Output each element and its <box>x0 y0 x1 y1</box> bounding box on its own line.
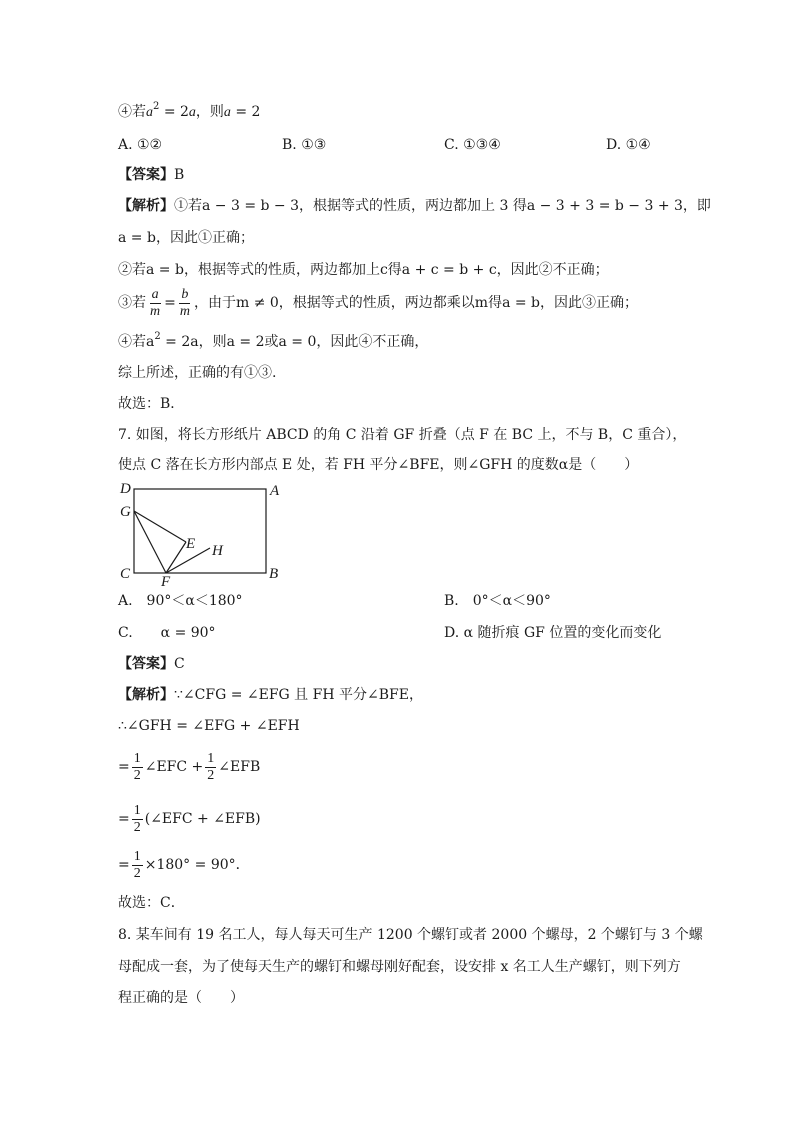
label-h: H <box>212 543 223 559</box>
analysis-text: ④若a <box>118 334 155 350</box>
analysis-label: 【解析】 <box>118 198 174 214</box>
q6-item4-eq: = 2 <box>159 104 189 120</box>
equals-sign: = <box>164 295 176 311</box>
q7-analysis-line3: = $\frac{1}{2}$ ∠EFC + $\frac{1}{2}$ ∠EFB <box>118 750 261 783</box>
label-a: A <box>270 483 280 499</box>
analysis-text: ×180° = 90°． <box>144 857 250 873</box>
q6-answer <box>118 165 184 185</box>
label-d: D <box>120 481 131 497</box>
q8-stem-line2: 母配成一套，为了使每天生产的螺钉和螺母刚好配套，设安排 x 名工人生产螺钉，则下列方 <box>118 959 681 975</box>
var-a: a <box>188 105 196 120</box>
q6-option-a[interactable]: A. ①② <box>118 137 163 153</box>
analysis-text: ∵∠CFG = ∠EFG 且 FH 平分∠BFE， <box>174 687 423 703</box>
q7-option-d[interactable]: D. α 随折痕 GF 位置的变化而变化 <box>444 625 662 641</box>
q7-choose: 故选：C． <box>118 895 185 911</box>
q6-analysis-line1 <box>118 196 711 216</box>
exponent: 2 <box>153 101 160 112</box>
q7-figure <box>110 478 300 588</box>
q7-analysis-line1 <box>118 685 423 705</box>
q7-stem-line2: 使点 C 落在长方形内部点 E 处，若 FH 平分∠BFE，则∠GFH 的度数α是（ ） <box>118 457 639 473</box>
label-f: F <box>161 574 171 588</box>
fraction-half: $\frac{1}{2}$ <box>207 750 215 783</box>
analysis-text: ①若a − 3 = b − 3，根据等式的性质，两边都加上 3 得a − 3 + 3 = b − 3 + 3，即 <box>174 198 711 214</box>
q6-summary: 综上所述，正确的有①③. <box>118 365 277 381</box>
q6-analysis-line5 <box>118 332 428 352</box>
fraction: $\frac{a}{m}$ <box>150 286 161 319</box>
exponent: 2 <box>154 331 161 342</box>
q6-item4-lead: ④若 <box>118 104 146 120</box>
q6-analysis-line3: ②若a = b，根据等式的性质，两边都加上c得a + c = b + c，因此②不正确； <box>118 262 609 278</box>
q7-analysis-line4: = $\frac{1}{2}$ (∠EFC + ∠EFB) <box>118 802 261 835</box>
var-a: a <box>146 105 153 120</box>
q7-option-a[interactable]: A. 90°＜α＜180° <box>118 593 243 609</box>
q6-item4-mid: ，则 <box>195 104 224 120</box>
segment-ef <box>166 542 186 573</box>
analysis-label: 【解析】 <box>118 687 174 703</box>
fraction-half: $\frac{1}{2}$ <box>133 750 141 783</box>
q6-choose: 故选：B． <box>118 396 185 412</box>
rectangle-abcd <box>134 489 266 573</box>
analysis-text: ∠EFB <box>218 759 261 775</box>
q7-answer <box>118 654 185 674</box>
q7-option-c[interactable]: C. α = 90° <box>118 625 216 641</box>
fraction: $\frac{b}{m}$ <box>179 286 190 319</box>
q7-stem-line1: 7. 如图，将长方形纸片 ABCD 的角 C 沿着 GF 折叠（点 F 在 BC 上，不与 B，C 重合）， <box>118 427 687 443</box>
answer-value: B <box>174 167 185 183</box>
q7-analysis-line5: = $\frac{1}{2}$ ×180° = 90°． <box>118 848 250 881</box>
answer-label: 【答案】 <box>118 167 174 183</box>
q8-stem-line3: 程正确的是（ ） <box>118 990 244 1006</box>
answer-label: 【答案】 <box>118 656 174 672</box>
var-a: a <box>223 105 231 120</box>
analysis-text: ，由于m ≠ 0，根据等式的性质，两边都乘以m得a = b，因此③正确； <box>193 295 639 311</box>
analysis-text: = 2a，则a = 2或a = 0，因此④不正确， <box>160 334 429 350</box>
q8-stem-line1: 8. 某车间有 19 名工人，每人每天可生产 1200 个螺钉或者 2000 个螺母，2 个螺钉与 3 个螺 <box>118 927 703 943</box>
q6-item4-tail: = 2 <box>230 104 261 120</box>
label-g: G <box>120 504 131 520</box>
q6-analysis-line2: a = b，因此①正确； <box>118 230 254 246</box>
fraction-half: $\frac{1}{2}$ <box>133 848 141 881</box>
q6-analysis-line4 <box>118 286 638 320</box>
label-b: B <box>269 566 279 582</box>
analysis-text: (∠EFC + ∠EFB) <box>144 811 261 827</box>
q6-item4 <box>118 102 260 123</box>
answer-value: C <box>174 656 185 672</box>
fraction-half: $\frac{1}{2}$ <box>133 802 141 835</box>
q6-option-c[interactable]: C. ①③④ <box>444 137 501 153</box>
label-e: E <box>186 536 196 552</box>
q7-option-b[interactable]: B. 0°＜α＜90° <box>444 593 551 609</box>
label-c: C <box>120 566 131 582</box>
q7-analysis-line2: ∴∠GFH = ∠EFG + ∠EFH <box>118 718 300 734</box>
q6-option-b[interactable]: B. ①③ <box>282 137 327 153</box>
analysis-text: ∠EFC + <box>144 759 204 775</box>
q6-option-d[interactable]: D. ①④ <box>606 137 651 153</box>
analysis-text: ③若 <box>118 295 146 311</box>
